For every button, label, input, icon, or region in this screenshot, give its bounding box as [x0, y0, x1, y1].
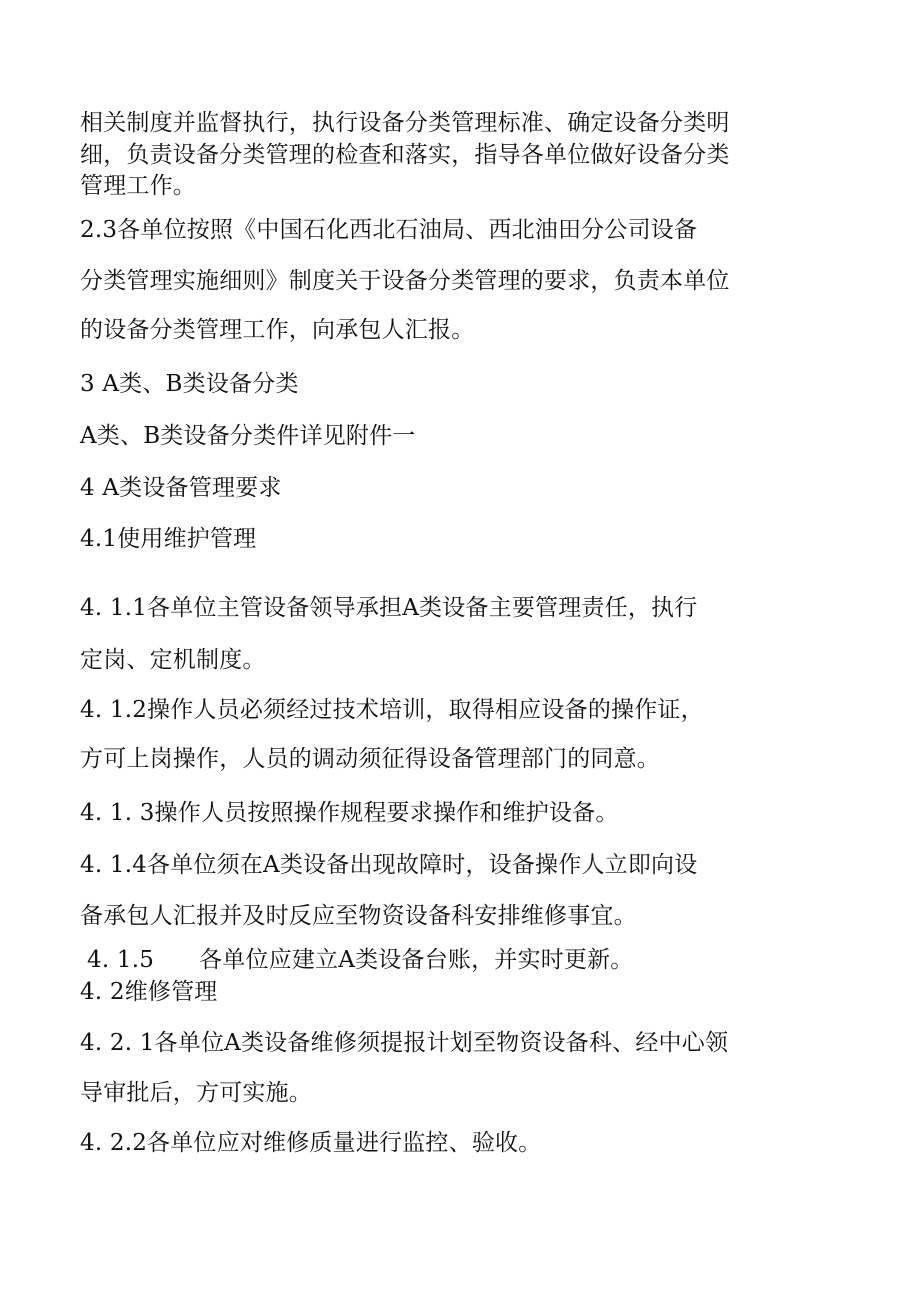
- item-4-1-1-line-1: 4. 1.1各单位主管设备领导承担A类设备主要管理责任，执行: [80, 595, 698, 621]
- item-4-2-1-line-1: 4. 2. 1各单位A类设备维修须提报计划至物资设备科、经中心领: [80, 1030, 729, 1056]
- item-4-1-3-line-1: 4. 1. 3操作人员按照操作规程要求操作和维护设备。: [80, 800, 619, 826]
- item-4-1-2-line-2: 方可上岗操作，人员的调动须征得设备管理部门的同意。: [80, 746, 660, 772]
- paragraph-2-3-line-1: 2.3各单位按照《中国石化西北石油局、西北油田分公司设备: [80, 217, 698, 243]
- item-4-1-2-line-1: 4. 1.2操作人员必须经过技术培训，取得相应设备的操作证，: [80, 697, 704, 723]
- item-4-1-1-line-2: 定岗、定机制度。: [80, 647, 266, 673]
- item-4-2-1-line-2: 导审批后，方可实施。: [80, 1080, 312, 1106]
- paragraph-2-2-line-2: 细，负责设备分类管理的检查和落实，指导各单位做好设备分类: [80, 142, 730, 168]
- section-4-1-heading: 4.1使用维护管理: [80, 526, 257, 552]
- section-4-2-heading: 4. 2维修管理: [80, 979, 218, 1005]
- section-3-body: A类、B类设备分类件详见附件一: [80, 423, 416, 449]
- item-4-1-4-line-1: 4. 1.4各单位须在A类设备出现故障时，设备操作人立即向设: [80, 852, 698, 878]
- section-4-heading: 4 A类设备管理要求: [80, 475, 282, 501]
- paragraph-2-2-line-1: 相关制度并监督执行，执行设备分类管理标准、确定设备分类明: [80, 110, 730, 136]
- section-3-heading: 3 A类、B类设备分类: [80, 371, 299, 397]
- paragraph-2-3-line-3: 的设备分类管理工作，向承包人汇报。: [80, 317, 475, 343]
- paragraph-2-3-line-2: 分类管理实施细则》制度关于设备分类管理的要求，负责本单位: [80, 268, 730, 294]
- paragraph-2-2-line-3: 管理工作。: [80, 173, 196, 199]
- item-4-2-2-line-1: 4. 2.2各单位应对维修质量进行监控、验收。: [80, 1130, 542, 1156]
- item-4-1-4-line-2: 备承包人汇报并及时反应至物资设备科安排维修事宜。: [80, 903, 637, 929]
- item-4-1-5-line-1: 4. 1.5 各单位应建立A类设备台账，并实时更新。: [87, 947, 634, 973]
